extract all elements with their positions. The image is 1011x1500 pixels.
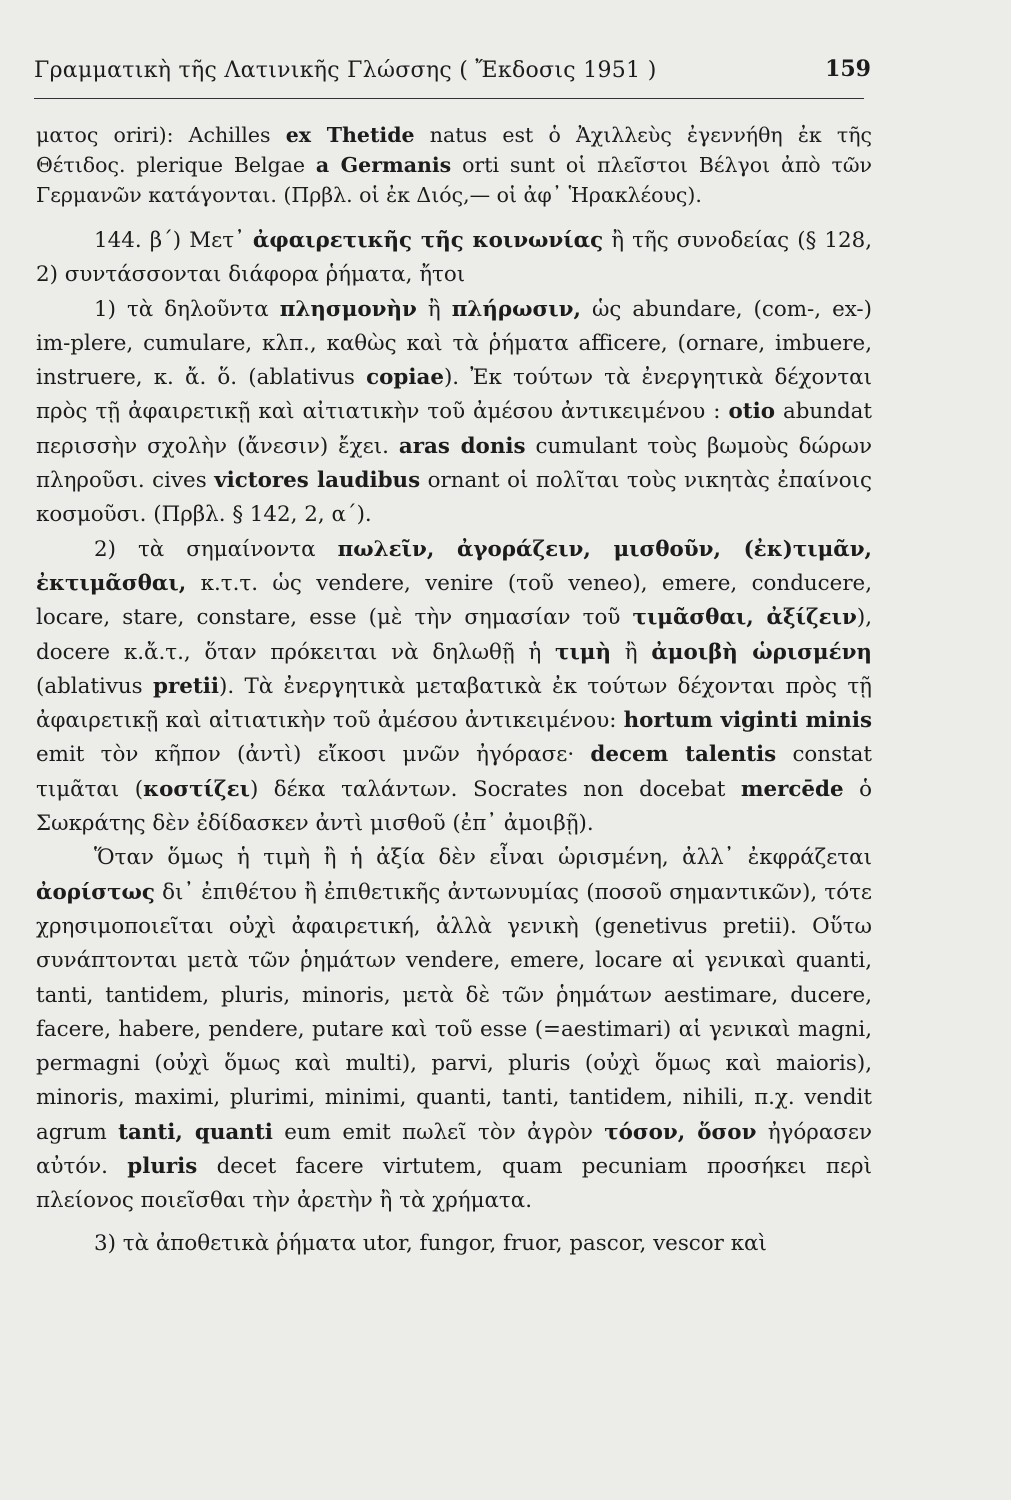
- paragraph: [36, 1227, 872, 1261]
- bold-term: ἀμοιβὴ ὡρισμένη: [651, 639, 872, 665]
- bold-term: πωλεῖν, ἀγοράζειν, μισθοῦν, (ἐκ)τιμᾶν, ἐκτιμᾶσθαι,: [36, 536, 872, 596]
- text-run: constat τιμᾶται (: [36, 742, 872, 802]
- text-run: 2) τὰ σημαίνοντα: [94, 536, 338, 562]
- text-run: ornant οἱ πολῖται τοὺς νικητὰς ἐπαίνοις κοσμοῦσι. (Πρβλ. § 142, 2, α΄).: [36, 468, 872, 528]
- text-run: ματος oriri): Achilles: [36, 123, 286, 147]
- text-run: decet facere virtutem, quam pecuniam προσήκει περὶ πλείονος ποιεῖσθαι τὴν ἀρετὴν ἢ τὰ χρήματα.: [36, 1154, 872, 1214]
- text-run: ἠγόρασεν αὐτόν.: [36, 1119, 872, 1180]
- text-run: eum emit πωλεῖ τὸν ἀγρὸν: [272, 1119, 605, 1145]
- text-run: ) δέκα ταλάντων. Socrates non docebat: [249, 776, 741, 802]
- bold-term: a Germanis: [315, 153, 452, 177]
- text-run: ), docere κ.ἄ.τ., ὅταν πρόκειται νὰ δηλωθῇ ἡ: [36, 605, 873, 665]
- bold-term: ἀφαιρετικῆς τῆς κοινωνίας: [252, 228, 604, 253]
- paragraph: [36, 841, 872, 1218]
- text-run: ). Ἐκ τούτων τὰ ἐνεργητικὰ δέχονται πρὸς τῇ ἀφαιρετικῇ καὶ αἰτιατικὴν τοῦ ἀμέσου ἀντικειμένου :: [36, 365, 872, 425]
- text-run: 3) τὰ ἀποθετικὰ ῥήματα utor, fungor, fruor, pascor, vescor καὶ: [94, 1230, 767, 1256]
- paragraph: [36, 293, 872, 533]
- text-run: κ.τ.τ. ὡς vendere, venire (τοῦ veneo), emere, conducere, locare, stare, constare, esse (μὲ τὴν σημασίαν τοῦ: [36, 570, 872, 631]
- bold-term: ex Thetide: [285, 123, 415, 147]
- bold-term: κοστίζει: [143, 776, 250, 802]
- bold-term: τιμᾶσθαι, ἀξίζειν: [632, 605, 857, 631]
- text-run: ἢ τῆς συνοδείας (§ 128, 2) συντάσσονται διάφορα ῥήματα, ἤτοι: [36, 228, 873, 288]
- bold-term: pluris: [127, 1154, 198, 1180]
- bold-term: otio: [728, 399, 775, 425]
- bold-term: mercēde: [740, 776, 844, 802]
- text-run: ἢ: [611, 639, 652, 665]
- text-run: abundat περισσὴν σχολὴν (ἄνεσιν) ἔχει.: [36, 399, 872, 459]
- bold-term: τόσον, ὅσον: [604, 1119, 757, 1145]
- text-run: ὡς abundare, (com-, ex-) im-plere, cumulare, κλπ., καθὼς καὶ τὰ ῥήματα afficere, (ornare, imbuere, instruere, κ. ἄ. ὅ. (ablativus: [36, 296, 872, 391]
- text-run: ὁ Σωκράτης δὲν ἐδίδασκεν ἀντὶ μισθοῦ (ἐπ᾽ ἀμοιβῇ).: [36, 776, 872, 837]
- bold-term: ἀορίστως: [36, 879, 155, 905]
- page-number: 159: [825, 56, 871, 82]
- text-run: ἢ: [416, 296, 452, 322]
- text-run: 144. β΄) Μετ᾽: [94, 228, 253, 253]
- bold-term: πλησμονὴν: [279, 296, 417, 322]
- bold-term: decem talentis: [590, 742, 777, 768]
- bold-term: copiae: [366, 365, 444, 391]
- bold-term: τιμὴ: [555, 639, 611, 665]
- bold-term: tanti, quanti: [118, 1119, 273, 1145]
- text-run: (ablativus: [36, 673, 154, 699]
- bold-term: aras donis: [398, 433, 526, 459]
- bold-term: pretii: [153, 673, 219, 699]
- text-run: emit τὸν κῆπον (ἀντὶ) εἴκοσι μνῶν ἠγόρασε·: [36, 742, 591, 768]
- running-head: Γραμματικὴ τῆς Λατινικῆς Γλώσσης ( Ἔκδοσις 1951 ): [34, 58, 657, 83]
- bold-term: πλήρωσιν,: [451, 296, 581, 322]
- paragraph: [36, 120, 872, 210]
- text-run: natus est ὁ Ἀχιλλεὺς ἐγεννήθη ἐκ τῆς Θέτιδος. plerique Belgae: [36, 123, 872, 177]
- bold-term: hortum viginti minis: [623, 708, 872, 734]
- paragraph: [36, 224, 872, 293]
- bold-term: victores laudibus: [214, 468, 421, 494]
- text-run: Ὅταν ὅμως ἡ τιμὴ ἢ ἡ ἀξία δὲν εἶναι ὡρισμένη, ἀλλ᾽ ἐκφράζεται: [94, 845, 872, 871]
- paragraph: [36, 533, 872, 842]
- header-rule: [34, 98, 864, 99]
- text-run: 1) τὰ δηλοῦντα: [94, 296, 280, 322]
- text-run: δι᾽ ἐπιθέτου ἢ ἐπιθετικῆς ἀντωνυμίας (ποσοῦ σημαντικῶν), τότε χρησιμοποιεῖται οὐχὶ ἀφαιρετική, ἀλλὰ γενικὴ (genetivus pretii). Οὕτω συνάπτονται μετὰ τῶν ῥημάτων vendere, emere, locare αἱ γενικαὶ quanti, tanti, tantidem, pluris, minoris, μετὰ δὲ τῶν ῥημάτων aestimare, ducere, facere, habere, pendere, putare καὶ τοῦ esse (=aestimari) αἱ γενικαὶ magni, permagni (οὐχὶ ὅμως καὶ multi), parvi, pluris (οὐχὶ ὅμως καὶ maioris), minoris, maximi, plurimi, minimi, quanti, tanti, tantidem, nihili, π.χ. vendit agrum: [36, 879, 872, 1145]
- body-text: [36, 120, 872, 1261]
- text-run: cumulant τοὺς βωμοὺς δώρων πληροῦσι. cives: [36, 433, 872, 494]
- text-run: orti sunt οἱ πλεῖστοι Βέλγοι ἀπὸ τῶν Γερμανῶν κατάγονται. (Πρβλ. οἱ ἐκ Διός,— οἱ ἀφ᾽ Ἡρακλέους).: [36, 153, 873, 207]
- text-run: ). Τὰ ἐνεργητικὰ μεταβατικὰ ἐκ τούτων δέχονται πρὸς τῇ ἀφαιρετικῇ καὶ αἰτιατικὴν τοῦ ἀμέσου ἀντικειμένου:: [36, 673, 872, 734]
